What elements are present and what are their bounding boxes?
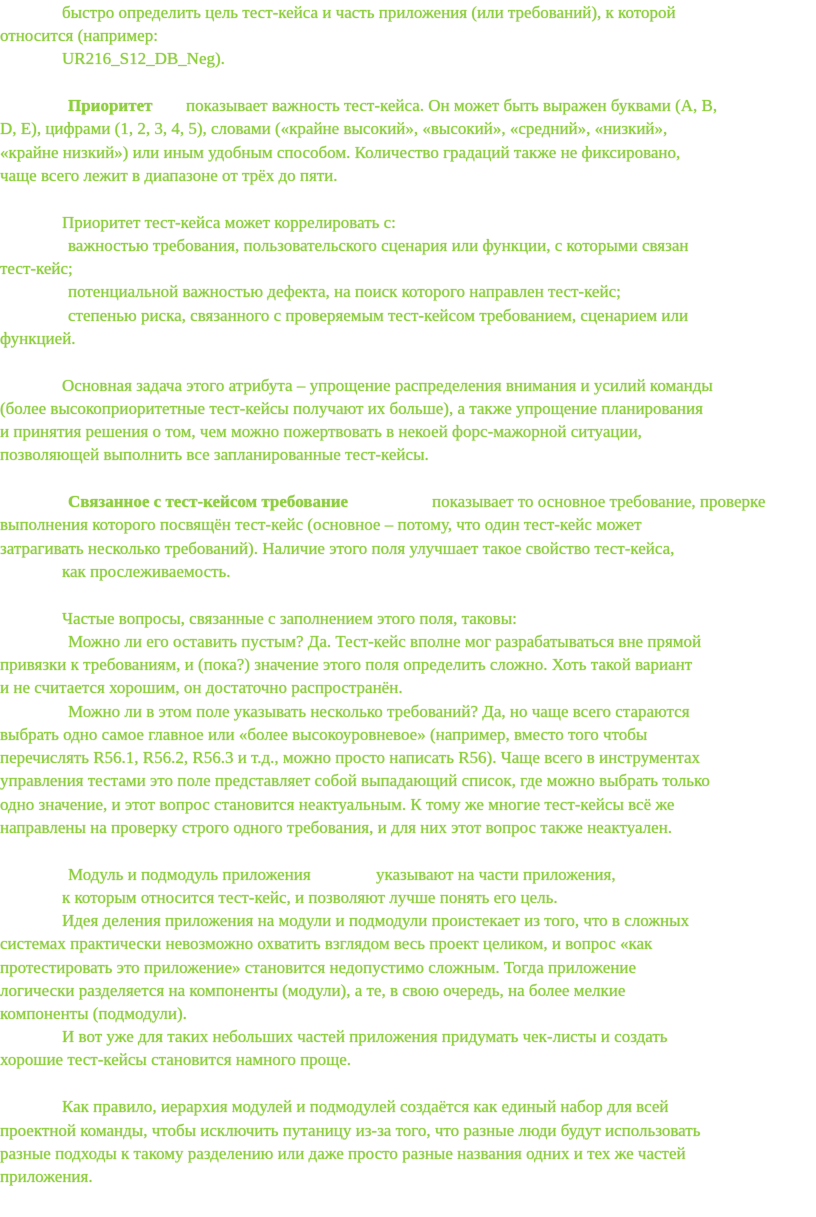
text-line: Как правило, иерархия модулей и подмодулей создаётся как единый набор для всей xyxy=(62,1097,669,1116)
text-line: показывает важность тест-кейса. Он может быть выражен буквами (A, B, xyxy=(186,96,718,115)
text-line: направлены на проверку строго одного требования, и для них этот вопрос также неактуален. xyxy=(0,818,673,837)
text-line: Идея деления приложения на модули и подмодули проистекает из того, что в сложных xyxy=(62,911,690,930)
text-line: проектной команды, чтобы исключить путаницу из-за того, что разные люди будут использовать xyxy=(0,1121,701,1140)
text-line: затрагивать несколько требований). Наличие этого поля улучшает такое свойство тест-кейса, xyxy=(0,539,675,558)
text-line: указывают на части приложения, xyxy=(376,865,616,884)
text-line: Приоритет тест-кейса может коррелировать с: xyxy=(62,213,396,232)
text-line: «крайне низкий») или иным удобным способом. Количество градаций также не фиксировано, xyxy=(0,143,681,162)
text-line: разные подходы к такому разделению или даже просто разные названия одних и тех же частей xyxy=(0,1144,686,1163)
text-line: как прослеживаемость. xyxy=(62,562,231,581)
term-requirement: Связанное с тест-кейсом требование xyxy=(68,492,349,511)
text-line: хорошие тест-кейсы становится намного проще. xyxy=(0,1050,352,1069)
text-line: И вот уже для таких небольших частей приложения придумать чек-листы и создать xyxy=(62,1027,668,1046)
text-line: привязки к требованиям, и (пока?) значение этого поля определить сложно. Хоть такой вариант xyxy=(0,655,693,674)
text-line: перечислять R56.1, R56.2, R56.3 и т.д., можно просто написать R56). Чаще всего в инструментах xyxy=(0,748,701,767)
list-item: потенциальной важностью дефекта, на поиск которого направлен тест-кейс; xyxy=(68,282,621,301)
list-item: степенью риска, связанного с проверяемым тест-кейсом требованием, сценарием или xyxy=(68,306,689,325)
text-line: приложения. xyxy=(0,1167,93,1186)
list-item: важностью требования, пользовательского сценария или функции, с которыми связан xyxy=(68,236,689,255)
text-line: протестировать это приложение» становится недопустимо сложным. Тогда приложение xyxy=(0,958,637,977)
text-line: UR216_S12_DB_Neg). xyxy=(62,49,225,68)
term-priority: Приоритет xyxy=(68,96,153,115)
text-line: компоненты (подмодули). xyxy=(0,1004,187,1023)
text-line: D, E), цифрами (1, 2, 3, 4, 5), словами («крайне высокий», «высокий», «средний», «низкий», xyxy=(0,119,668,138)
list-item: Можно ли в этом поле указывать несколько требований? Да, но чаще всего стараются xyxy=(68,702,690,721)
text-line: тест-кейс; xyxy=(0,259,73,278)
text-line: Частые вопросы, связанные с заполнением этого поля, таковы: xyxy=(62,609,517,628)
text-line: и не считается хорошим, он достаточно распространён. xyxy=(0,678,403,697)
text-line: функцией. xyxy=(0,329,76,348)
text-line: управления тестами это поле представляет собой выпадающий список, где можно выбрать только xyxy=(0,771,710,790)
text-line: показывает то основное требование, проверке xyxy=(432,492,766,511)
text-line: быстро определить цель тест-кейса и часть приложения (или требований), к которой xyxy=(62,3,676,22)
term-module: Модуль и подмодуль приложения xyxy=(68,865,311,884)
text-line: и принятия решения о том, чем можно пожертвовать в некоей форс-мажорной ситуации, xyxy=(0,422,642,441)
text-line: Основная задача этого атрибута – упрощение распределения внимания и усилий команды xyxy=(62,376,713,395)
text-line: выполнения которого посвящён тест-кейс (основное – потому, что один тест-кейс может xyxy=(0,515,642,534)
text-line: логически разделяется на компоненты (модули), а те, в свою очередь, на более мелкие xyxy=(0,981,626,1000)
text-line: одно значение, и этот вопрос становится неактуальным. К тому же многие тест-кейсы всё же xyxy=(0,795,675,814)
text-line: выбрать одно самое главное или «более высокоуровневое» (например, вместо того чтобы xyxy=(0,725,648,744)
text-line: к которым относится тест-кейс, и позволяют лучше понять его цель. xyxy=(62,888,558,907)
text-line: системах практически невозможно охватить взглядом весь проект целиком, и вопрос «как xyxy=(0,934,653,953)
text-line: позволяющей выполнить все запланированные тест-кейсы. xyxy=(0,445,429,464)
list-item: Можно ли его оставить пустым? Да. Тест-кейс вполне мог разрабатываться вне прямой xyxy=(68,632,702,651)
text-line: (более высокоприоритетные тест-кейсы получают их больше), а также упрощение планирования xyxy=(0,399,703,418)
text-line: чаще всего лежит в диапазоне от трёх до пяти. xyxy=(0,166,338,185)
text-line: относится (например: xyxy=(0,26,158,45)
